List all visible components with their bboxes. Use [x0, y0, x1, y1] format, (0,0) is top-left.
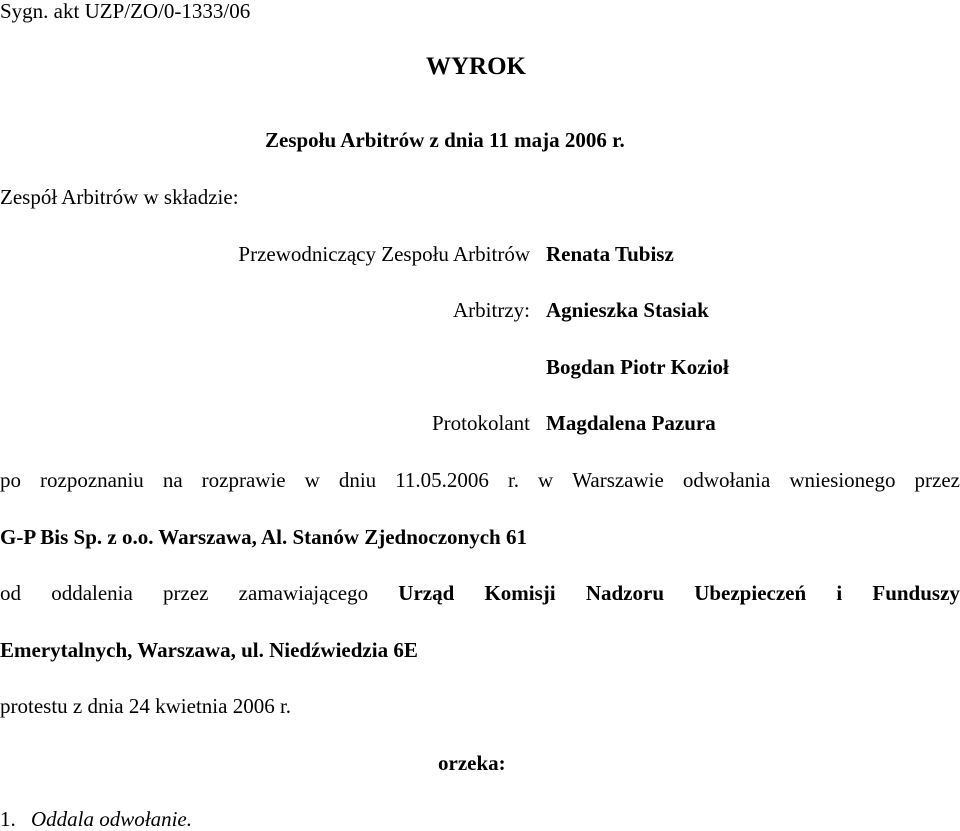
- body-word: oddalenia: [51, 581, 133, 605]
- body-word: r.: [507, 468, 520, 492]
- verdict-item-text: Oddala odwołanie.: [31, 807, 192, 831]
- contracting-authority-word: Komisji: [484, 581, 556, 605]
- chair-name: Renata Tubisz: [546, 242, 674, 266]
- body-word: rozpoznaniu: [40, 468, 144, 492]
- clerk-label: Protokolant: [432, 411, 530, 435]
- panel-intro: Zespół Arbitrów w składzie:: [0, 185, 239, 209]
- body-line-1: [0, 470, 960, 491]
- case-signature: Sygn. akt UZP/ZO/0-1333/06: [0, 0, 251, 23]
- body-word: Warszawie: [572, 468, 664, 492]
- verdict-item-1: [0, 809, 192, 830]
- contracting-authority-word: Funduszy: [872, 581, 960, 605]
- clerk-name: Magdalena Pazura: [546, 411, 716, 435]
- body-line-3: [0, 583, 960, 604]
- body-word: wniesionego: [789, 468, 896, 492]
- protest-date-line: protestu z dnia 24 kwietnia 2006 r.: [0, 694, 292, 718]
- body-word: odwołania: [682, 468, 771, 492]
- document-subtitle: Zespołu Arbitrów z dnia 11 maja 2006 r.: [265, 128, 625, 152]
- verdict-item-number: 1.: [0, 807, 16, 831]
- contracting-authority-address: Emerytalnych, Warszawa, ul. Niedźwiedzia 6E: [0, 638, 418, 662]
- arbiter-1-name: Agnieszka Stasiak: [546, 298, 709, 322]
- body-word: 11.05.2006: [395, 468, 489, 492]
- body-word: przez: [914, 468, 960, 492]
- document-title: WYROK: [426, 53, 526, 80]
- verdict-heading: orzeka:: [438, 751, 506, 775]
- body-word: na: [162, 468, 183, 492]
- body-word: w: [538, 468, 554, 492]
- contracting-authority-word: Nadzoru: [585, 581, 664, 605]
- body-word: dniu: [338, 468, 377, 492]
- arbiter-2-name: Bogdan Piotr Kozioł: [546, 355, 729, 379]
- body-word: przez: [163, 581, 209, 605]
- body-word: rozprawie: [201, 468, 286, 492]
- appellant-name: G-P Bis Sp. z o.o. Warszawa, Al. Stanów Zjednoczonych 61: [0, 525, 527, 549]
- body-word: od: [0, 581, 21, 605]
- contracting-authority-word: i: [836, 581, 843, 605]
- chair-label: Przewodniczący Zespołu Arbitrów: [238, 242, 530, 266]
- arbiters-label: Arbitrzy:: [453, 298, 530, 322]
- contracting-authority-word: Ubezpieczeń: [694, 581, 807, 605]
- body-word: zamawiającego: [238, 581, 369, 605]
- contracting-authority-word: Urząd: [398, 581, 455, 605]
- body-word: po: [0, 468, 21, 492]
- body-word: w: [304, 468, 320, 492]
